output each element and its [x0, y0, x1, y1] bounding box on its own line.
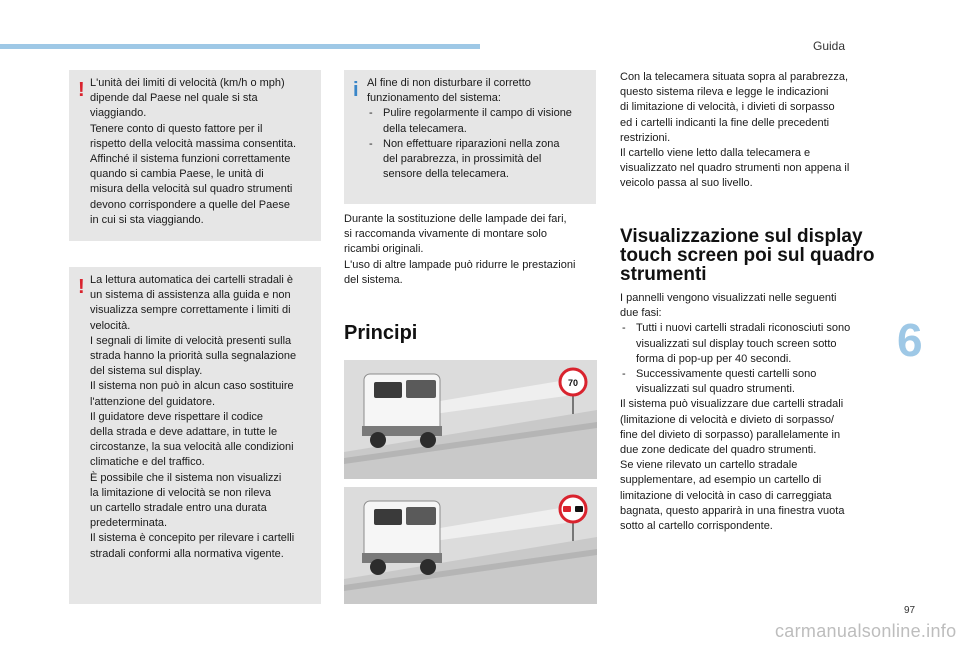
- display-outro: Il sistema può visualizzare due cartelli stradali (limitazione di velocità e divieto di sorpasso/ fine del divieto di sorpasso) parallelamente in due zone dedicate del quadro strumenti. Se viene rilevato un cartello stradale supplementare, ad esempio un cartello di limitazione di velocità in caso di carreggiata bagnata, questo apparirà in una finestra vuota sotto al cartello corrispondente.: [620, 398, 845, 533]
- list-item: - Tutti i nuovi cartelli stradali riconosciuti sono visualizzati sul display touch screen sotto forma di pop-up per 40 secondi.: [620, 321, 882, 367]
- heading-visualizzazione: Visualizzazione sul display touch screen poi sul quadro strumenti: [620, 226, 875, 285]
- section-title: Guida: [813, 39, 846, 53]
- heading-principi: Principi: [344, 322, 418, 344]
- camera-intro-text: Con la telecamera situata sopra al parabrezza, questo sistema rileva e legge le indicazioni di limitazione di velocità, i divieti di sorpasso ed i cartelli indicanti la fine delle precedenti restrizioni. Il cartello viene letto dalla telecamera e visualizzato nel quadro strumenti non appena il veicolo passa al suo livello.: [620, 71, 850, 190]
- warning-text-units: L'unità dei limiti di velocità (km/h o mph) dipende dal Paese nel quale si sta viaggiando. Tenere conto di questo fattore per il rispetto della velocità massima consentita. Affinché il sistema funzioni correttamente quando si cambia Paese, le unità di misura della velocità sul quadro strumenti devono corrispondere a quelle del Paese in cui si sta viaggiando.: [90, 77, 297, 226]
- header-accent-bar: [0, 44, 480, 49]
- watermark: carmanualsonline.info: [775, 621, 957, 641]
- list-item: - Non effettuare riparazioni nella zona del parabrezza, in prossimità del sensore della telecamera.: [367, 137, 595, 183]
- warning-box-units: [69, 70, 321, 241]
- warning-text-reading: La lettura automatica dei cartelli stradali è un sistema di assistenza alla guida e non visualizza sempre correttamente i limiti di velocità. I segnali di limite di velocità presenti sulla strada hanno la priorità sulla segnalazione del sistema sul display. Il sistema non può in alcun caso sostituire l'attenzione del guidatore. Il guidatore deve rispettare il codice della strada e deve adattare, in tutte le circostanze, la sua velocità alle condizioni climatiche e del traffico. È possibile che il sistema non visualizzi la limitazione di velocità se non rileva un cartello stradale entro una durata predeterminata. Il sistema è concepito per rilevare i cartelli stradali conformi alla normativa vigente.: [90, 274, 297, 560]
- speed-sign-value: 70: [567, 378, 579, 388]
- warning-exclamation-icon: !: [78, 79, 85, 101]
- lamp-replacement-text: Durante la sostituzione delle lampade dei fari, si raccomanda vivamente di montare solo ricambi originali. L'uso di altre lampade può ridurre le prestazioni del sistema.: [344, 213, 576, 286]
- page-number: 97: [904, 605, 916, 616]
- warning-box-reading: [69, 267, 321, 604]
- chapter-number: 6: [897, 314, 923, 366]
- illustration-van-no-overtaking: [344, 487, 597, 604]
- speed-limit-sign-icon: [560, 369, 586, 414]
- list-item: - Successivamente questi cartelli sono visualizzati sul quadro strumenti.: [620, 367, 882, 397]
- van-no-overtaking-svg: [344, 487, 597, 604]
- van-icon: [362, 374, 442, 448]
- display-phases-list: [620, 321, 882, 397]
- warning-exclamation-icon: !: [78, 276, 85, 298]
- van-icon: [362, 501, 442, 575]
- list-item: - Pulire regolarmente il campo di visione della telecamera.: [367, 106, 595, 136]
- illustration-van-speed-sign: [344, 360, 597, 479]
- van-speed-sign-svg: [344, 360, 597, 479]
- no-overtaking-sign-icon: [560, 496, 586, 541]
- info-intro: Al fine di non disturbare il corretto funzionamento del sistema:: [367, 77, 531, 105]
- info-list: [367, 106, 595, 182]
- info-box-camera: [344, 70, 596, 204]
- display-intro: I pannelli vengono visualizzati nelle seguenti due fasi:: [620, 292, 837, 320]
- info-i-icon: i: [353, 79, 359, 101]
